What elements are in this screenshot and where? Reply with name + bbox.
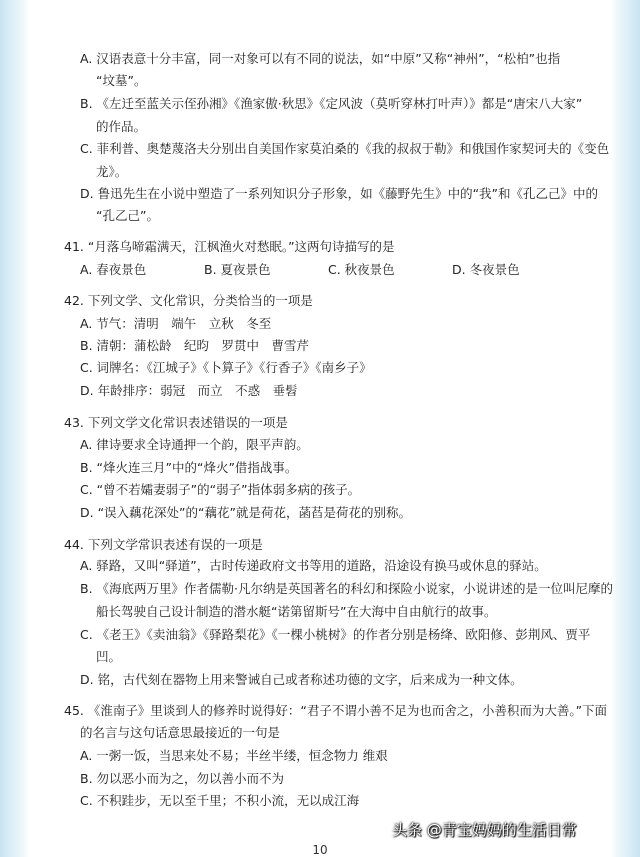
q43-option-a: A. 律诗要求全诗通押一个韵，限平声韵。: [80, 437, 309, 452]
q44-option-b-cont: 船长驾驶自己设计制造的潜水艇“诺第留斯号”在大海中自由航行的故事。: [96, 604, 497, 619]
q44-option-a: A. 驿路，又叫“驿道”，古时传递政府文书等用的道路，沿途设有换马或休息的驿站。: [80, 558, 547, 573]
q40-option-c: C. 菲利普、奥楚蔑洛夫分别出自美国作家莫泊桑的《我的叔叔于勒》和俄国作家契诃夫的《变色: [80, 141, 610, 156]
q44-option-c: C. 《老王》《卖油翁》《驿路梨花》《一棵小桃树》的作者分别是杨绛、欧阳修、彭荆风、贾平: [80, 627, 591, 642]
q45-option-a: A. 一粥一饭，当思来处不易；半丝半缕，恒念物力 维艰: [80, 748, 388, 763]
q40-option-b-cont: 的作品。: [96, 119, 147, 134]
q41-stem: 41. “月落乌啼霜满天，江枫渔火对愁眠。”这两句诗描写的是: [64, 239, 395, 254]
q40-option-a: A. 汉语表意十分丰富，同一对象可以有不同的说法，如“中原”又称“神州”，“松柏”也指: [80, 51, 561, 66]
q40-option-d-cont: “孔乙己”。: [96, 208, 159, 223]
q42-option-b: B. 清朝：蒲松龄 纪昀 罗贯中 曹雪芹: [80, 338, 310, 353]
page-number: 10: [312, 843, 328, 857]
q44-option-d: D. 铭，古代刻在器物上用来警诫自己或者称述功德的文字，后来成为一种文体。: [80, 672, 523, 687]
q42-stem: 42. 下列文学、文化常识，分类恰当的一项是: [64, 293, 313, 308]
q41-option-b: B. 夏夜景色: [204, 262, 271, 277]
q41-option-d: D. 冬夜景色: [452, 262, 520, 277]
q44-option-c-cont: 凹。: [96, 649, 122, 664]
q40-option-c-cont: 龙》。: [96, 164, 128, 179]
q44-stem: 44. 下列文学常识表述有误的一项是: [64, 537, 263, 552]
watermark: 头条 @青宝妈妈的生活日常: [392, 821, 577, 839]
q40-option-b: B. 《左迁至蓝关示侄孙湘》《渔家傲·秋思》《定风波（莫听穿林打叶声）》都是“唐宋八大家”: [80, 96, 583, 111]
q45-stem-cont: 的名言与这句话意思最接近的一句是: [80, 725, 281, 740]
q43-option-c: C. “曾不若孀妻弱子”的“弱子”指体弱多病的孩子。: [80, 482, 361, 497]
q43-stem: 43. 下列文学文化常识表述错误的一项是: [64, 415, 288, 430]
q42-option-d: D. 年龄排序：弱冠 而立 不惑 垂髫: [80, 383, 298, 398]
q40-option-d: D. 鲁迅先生在小说中塑造了一系列知识分子形象，如《藤野先生》中的“我”和《孔乙己》中的: [80, 186, 599, 201]
q45-stem: 45. 《淮南子》里谈到人的修养时说得好：“君子不谓小善不足为也而舍之，小善积而为大善。”下面: [64, 703, 608, 718]
q45-option-c: C. 不积跬步，无以至千里；不积小流，无以成江海: [80, 793, 360, 808]
q41-option-a: A. 春夜景色: [80, 262, 147, 277]
q44-option-b: B. 《海底两万里》作者儒勒·凡尔纳是英国著名的科幻和探险小说家，小说讲述的是一位叫尼摩的: [80, 581, 613, 596]
q41-option-c: C. 秋夜景色: [328, 262, 395, 277]
q45-option-b: B. 勿以恶小而为之，勿以善小而不为: [80, 771, 285, 786]
q40-option-a-cont: “坟墓”。: [96, 73, 147, 88]
q42-option-c: C. 词牌名：《江城子》《卜算子》《行香子》《南乡子》: [80, 360, 372, 375]
q43-option-d: D. “误入藕花深处”的“藕花”就是荷花，菡萏是荷花的别称。: [80, 505, 411, 520]
q43-option-b: B. “烽火连三月”中的“烽火”借指战事。: [80, 460, 298, 475]
q42-option-a: A. 节气：清明 端午 立秋 冬至: [80, 316, 272, 331]
